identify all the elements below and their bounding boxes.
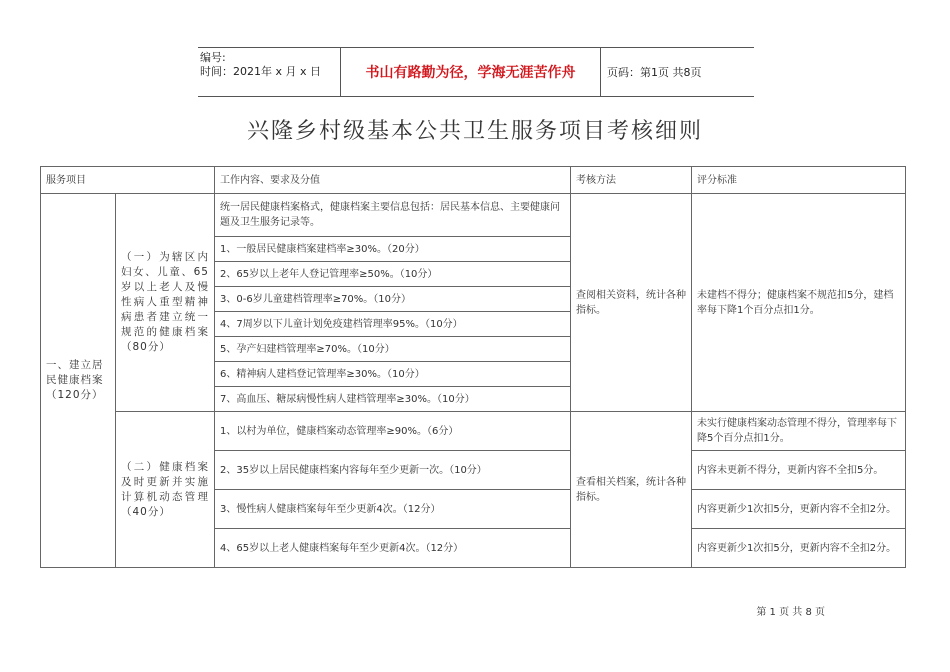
item-cell: 2、35岁以上居民健康档案内容每年至少更新一次。（10分）	[215, 451, 571, 490]
item-cell: 3、慢性病人健康档案每年至少更新4次。（12分）	[215, 490, 571, 529]
page-label: 页码：第1页 共8页	[607, 66, 702, 79]
standard-cell: 未实行健康档案动态管理不得分，管理率每下降5个百分点扣1分。	[692, 412, 906, 451]
header-service-item: 服务项目	[41, 167, 215, 194]
document-header	[198, 47, 754, 97]
time-label: 时间：2021年 x 月 x 日	[200, 65, 321, 78]
header-left	[198, 48, 340, 96]
standard-cell: 内容更新少1次扣5分，更新内容不全扣2分。	[692, 529, 906, 568]
standard-cell: 内容未更新不得分，更新内容不全扣5分。	[692, 451, 906, 490]
item-cell: 6、精神病人建档登记管理率≥30%。（10分）	[215, 362, 571, 387]
standard-cell: 未建档不得分；健康档案不规范扣5分，建档率每下降1个百分点扣1分。	[692, 194, 906, 412]
item-cell: 1、一般居民健康档案建档率≥30%。（20分）	[215, 237, 571, 262]
standard-cell: 内容更新少1次扣5分，更新内容不全扣2分。	[692, 490, 906, 529]
intro-cell: 统一居民健康档案格式，健康档案主要信息包括：居民基本信息、主要健康问题及卫生服务记录等。	[215, 194, 571, 237]
item-cell: 4、7周岁以下儿童计划免疫建档管理率95%。（10分）	[215, 312, 571, 337]
item-cell: 4、65岁以上老人健康档案每年至少更新4次。（12分）	[215, 529, 571, 568]
subsection-label: （二）健康档案及时更新并实施计算机动态管理（40分）	[116, 412, 215, 568]
table-header-row	[41, 167, 906, 194]
item-cell: 3、0-6岁儿童建档管理率≥70%。（10分）	[215, 287, 571, 312]
item-cell: 5、孕产妇建档管理率≥70%。（10分）	[215, 337, 571, 362]
item-cell: 2、65岁以上老年人登记管理率≥50%。（10分）	[215, 262, 571, 287]
page-footer: 第 1 页 共 8 页	[756, 607, 825, 618]
subsection-label: （一）为辖区内妇女、儿童、65岁以上老人及慢性病人重型精神病患者建立统一规范的健康档案（80分）	[116, 194, 215, 412]
header-method: 考核方法	[571, 167, 692, 194]
table-row	[41, 194, 906, 237]
motto: 书山有路勤为径，学海无涯苦作舟	[340, 48, 601, 96]
method-cell: 查阅相关资料，统计各种指标。	[571, 194, 692, 412]
header-content: 工作内容、要求及分值	[215, 167, 571, 194]
item-cell: 7、高血压、糖尿病慢性病人建档管理率≥30%。（10分）	[215, 387, 571, 412]
document-title: 兴隆乡村级基本公共卫生服务项目考核细则	[246, 119, 703, 144]
method-cell: 查看相关档案，统计各种指标。	[571, 412, 692, 568]
item-cell: 1、以村为单位，健康档案动态管理率≥90%。（6分）	[215, 412, 571, 451]
number-label: 编号:	[200, 51, 226, 64]
table-row	[41, 412, 906, 451]
header-standard: 评分标准	[692, 167, 906, 194]
section-label: 一、建立居民健康档案（120分）	[41, 194, 116, 568]
assessment-table	[40, 166, 906, 568]
